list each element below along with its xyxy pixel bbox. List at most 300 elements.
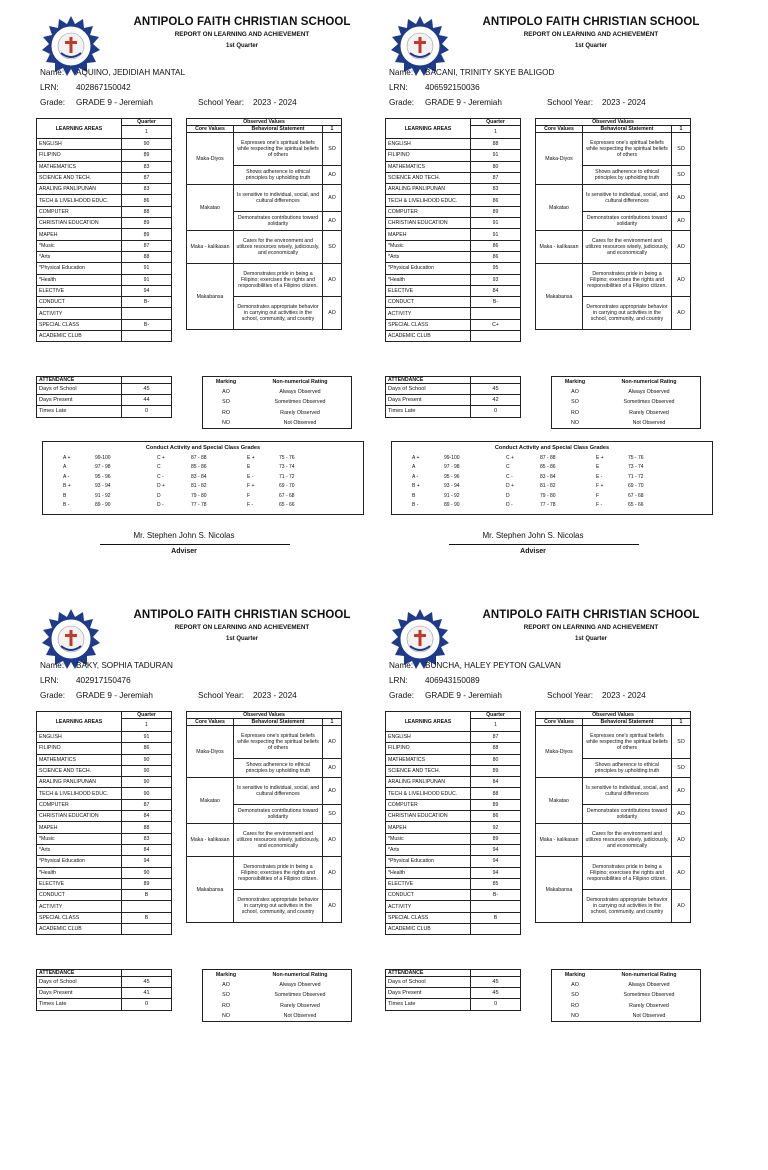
quarter-heading: Quarter: [122, 712, 172, 719]
subject-grade: 94: [122, 285, 172, 296]
learning-areas-table: [36, 711, 172, 935]
attendance-label: Times Late: [37, 406, 122, 417]
conduct-grade: F -: [247, 502, 254, 508]
marking-rating: Not Observed: [632, 1012, 666, 1019]
subject-grade: 84: [471, 285, 521, 296]
subject-name: SPECIAL CLASS: [386, 319, 471, 330]
conduct-range: 87 - 88: [540, 455, 556, 461]
conduct-range: 85 - 86: [540, 464, 556, 471]
observed-values-header: [536, 126, 691, 133]
marking-row: [203, 397, 352, 407]
subject-grade: 88: [122, 251, 172, 262]
subject-name: CONDUCT: [37, 297, 122, 308]
subject-grade: [122, 924, 172, 935]
observed-values-table: [535, 711, 691, 923]
subject-grade: B-: [471, 297, 521, 308]
subject-name: ACADEMIC CLUB: [37, 924, 122, 935]
marking-header: [552, 377, 701, 388]
subject-grade: 91: [471, 218, 521, 229]
subject-grade: [471, 331, 521, 342]
subject-name: ENGLISH: [37, 732, 122, 743]
table-row: [37, 811, 172, 822]
behavioral-statement-heading: Behavioral Statement: [234, 719, 323, 726]
subject-grade: 94: [471, 856, 521, 867]
table-row: [37, 924, 172, 935]
conduct-range: 91 - 92: [95, 492, 111, 499]
observed-value-row: [187, 778, 342, 805]
subject-grade: [122, 331, 172, 342]
conduct-grade: F +: [596, 483, 604, 490]
behavioral-statement: Cares for the environment and utilizes resources wisely, judiciously, and economically: [583, 824, 672, 857]
report-card: [383, 12, 723, 577]
learning-areas-table: [385, 118, 521, 342]
quarter-number: 1: [122, 719, 172, 732]
school-name: ANTIPOLO FAITH CHRISTIAN SCHOOL: [482, 16, 700, 28]
info-label-lrn: LRN:: [40, 676, 59, 685]
conduct-range: 73 - 74: [628, 464, 644, 471]
observed-rating: AO: [672, 805, 691, 824]
table-row: [386, 206, 521, 217]
subject-name: *Music: [386, 833, 471, 844]
subject-grade: 89: [122, 229, 172, 240]
subject-grade: 90: [122, 139, 172, 150]
table-row: [386, 172, 521, 183]
conduct-range: 75 - 76: [279, 455, 295, 461]
attendance-label: Days of School: [386, 384, 471, 395]
observed-value-row: [187, 264, 342, 297]
observed-rating: AO: [672, 824, 691, 857]
table-row: [386, 844, 521, 855]
marking-code: RO: [571, 1002, 579, 1009]
observed-values-table: [186, 118, 342, 330]
behavioral-statement: Is sensitive to individual, social, and cultural differences: [583, 185, 672, 212]
attendance-label: Times Late: [386, 406, 471, 417]
marking-code: SO: [222, 992, 230, 999]
subject-grade: 93: [471, 274, 521, 285]
conduct-grade: E -: [247, 473, 254, 480]
table-row: [37, 274, 172, 285]
student-grade: GRADE 9 - Jeremiah: [76, 98, 153, 107]
marking-row: [203, 980, 352, 990]
subject-grade: 91: [471, 150, 521, 161]
learning-areas-table: [36, 118, 172, 342]
conduct-range: 67 - 68: [279, 492, 295, 499]
subject-name: SPECIAL CLASS: [37, 912, 122, 923]
subject-name: *Health: [37, 867, 122, 878]
table-row: [386, 811, 521, 822]
subject-name: *Physical Education: [386, 263, 471, 274]
attendance-value: 0: [471, 406, 521, 417]
subject-name: ACTIVITY: [386, 901, 471, 912]
marking-row: [203, 418, 352, 429]
attendance-blank: [122, 377, 172, 384]
info-label-grade: Grade:: [389, 98, 415, 107]
subject-grade: 89: [471, 833, 521, 844]
table-row: [37, 765, 172, 776]
conduct-range: 81 - 82: [191, 483, 207, 490]
subject-grade: 89: [122, 150, 172, 161]
quarter-heading: Quarter: [122, 119, 172, 126]
attendance-value: 45: [471, 988, 521, 999]
attendance-table: [36, 376, 172, 418]
table-row: [37, 172, 172, 183]
report-title: REPORT ON LEARNING AND ACHIEVEMENT: [523, 624, 659, 631]
observed-rating: AO: [672, 778, 691, 805]
conduct-grade: F -: [596, 502, 603, 508]
subject-name: SCIENCE AND TECH.: [37, 765, 122, 776]
observed-value-row: [536, 231, 691, 264]
marking-code: AO: [571, 982, 579, 989]
table-row: [37, 912, 172, 923]
conduct-grade: A: [412, 464, 416, 471]
conduct-grade: C +: [157, 455, 165, 461]
subject-name: ENGLISH: [386, 139, 471, 150]
subject-name: CONDUCT: [37, 890, 122, 901]
attendance-label: Days of School: [37, 384, 122, 395]
student-name: BACANI, TRINITY SKYE BALIGOD: [425, 68, 555, 77]
subject-name: *Health: [37, 274, 122, 285]
conduct-range: 73 - 74: [279, 464, 295, 471]
behavioral-statement: Demonstrates pride in being a Filipino; exercises the rights and responsibilities of a Filipino citizen.: [583, 857, 672, 890]
subject-grade: 86: [122, 195, 172, 206]
table-row: [386, 788, 521, 799]
school-year-label: School Year:: [547, 98, 593, 107]
conduct-range: 83 - 84: [191, 473, 207, 480]
subject-name: COMPUTER: [386, 206, 471, 217]
marking-code: NO: [222, 419, 230, 426]
core-values-heading: Core Values: [536, 126, 583, 133]
observed-rating: AO: [323, 264, 342, 297]
marking-heading: Marking: [564, 972, 586, 979]
student-grade: GRADE 9 - Jeremiah: [425, 98, 502, 107]
observed-value-row: [187, 231, 342, 264]
observed-rating: AO: [323, 778, 342, 805]
student-lrn: 406592150036: [425, 83, 480, 92]
attendance-heading: ATTENDANCE: [386, 970, 471, 977]
subject-grade: 88: [471, 788, 521, 799]
attendance-header: [386, 970, 521, 977]
subject-grade: 94: [122, 856, 172, 867]
attendance-value: 41: [122, 988, 172, 999]
marking-code: AO: [222, 982, 230, 989]
behavioral-statement: Expresses one's spiritual beliefs while respecting the spiritual beliefs of others: [583, 133, 672, 166]
conduct-range: 65 - 66: [628, 502, 644, 508]
school-year-value: 2023 - 2024: [253, 691, 297, 700]
conduct-range: 97 - 98: [444, 464, 460, 471]
observed-values-title-row: [536, 712, 691, 719]
core-value-name: Maka-Diyos: [187, 726, 234, 778]
observed-rating: SO: [672, 166, 691, 185]
observed-values-header: [536, 719, 691, 726]
conduct-grade: A +: [63, 455, 71, 461]
adviser-name: Mr. Stephen John S. Nicolas: [482, 531, 584, 540]
subject-name: *Arts: [386, 844, 471, 855]
attendance-row: [37, 977, 172, 988]
subject-name: FILIPINO: [37, 150, 122, 161]
attendance-row: [37, 395, 172, 406]
attendance-heading: ATTENDANCE: [386, 377, 471, 384]
table-row: [37, 251, 172, 262]
table-row: [37, 285, 172, 296]
quarter-label: 1st Quarter: [574, 43, 607, 49]
non-numerical-heading: Non-numerical Rating: [621, 972, 677, 979]
observed-value-row: [536, 264, 691, 297]
attendance-value: 45: [122, 384, 172, 395]
info-label-name: Name:: [40, 68, 65, 77]
conduct-grade: D: [506, 492, 510, 499]
observed-rating: AO: [323, 166, 342, 185]
conduct-grade: F: [596, 492, 600, 499]
table-row: [386, 901, 521, 912]
marking-row: [552, 1011, 701, 1022]
conduct-grade: B: [412, 492, 416, 499]
marking-code: NO: [571, 419, 579, 426]
conduct-grade: A -: [63, 473, 70, 480]
core-value-name: Maka-Diyos: [536, 133, 583, 185]
attendance-label: Days of School: [386, 977, 471, 988]
core-value-name: Maka - kalikasan: [187, 824, 234, 857]
learning-areas-header: [386, 712, 521, 719]
marking-code: AO: [571, 389, 579, 396]
behavioral-statement: Cares for the environment and utilizes resources wisely, judiciously, and economically: [234, 231, 323, 264]
attendance-value: 45: [122, 977, 172, 988]
observed-values-heading: Observed Values: [187, 712, 342, 719]
table-row: [386, 331, 521, 342]
adviser-signature-line: [449, 544, 639, 545]
behavioral-statement: Expresses one's spiritual beliefs while respecting the spiritual beliefs of others: [583, 726, 672, 759]
subject-name: FILIPINO: [386, 743, 471, 754]
subject-grade: 95: [471, 263, 521, 274]
behavioral-statement-heading: Behavioral Statement: [234, 126, 323, 133]
subject-name: *Arts: [37, 251, 122, 262]
marking-heading: Marking: [564, 379, 586, 386]
subject-name: TECH & LIVELIHOOD EDUC.: [37, 195, 122, 206]
conduct-range: 87 - 88: [191, 455, 207, 461]
conduct-range: 99-100: [95, 455, 111, 461]
table-row: [386, 240, 521, 251]
observed-rating: AO: [323, 212, 342, 231]
marking-rating: Rarely Observed: [629, 409, 669, 416]
conduct-grade: A: [63, 464, 67, 471]
conduct-grade: A -: [412, 473, 419, 480]
observed-values-header: [187, 126, 342, 133]
subject-grade: 85: [471, 878, 521, 889]
conduct-range: 75 - 76: [628, 455, 644, 461]
table-row: [37, 754, 172, 765]
subject-grade: B: [471, 912, 521, 923]
table-row: [37, 732, 172, 743]
observed-value-row: [187, 726, 342, 759]
subject-name: ACTIVITY: [37, 308, 122, 319]
attendance-label: Times Late: [386, 999, 471, 1010]
subject-grade: 87: [122, 240, 172, 251]
non-numerical-heading: Non-numerical Rating: [272, 972, 328, 979]
marking-rating: Sometimes Observed: [623, 992, 675, 999]
subject-name: SPECIAL CLASS: [386, 912, 471, 923]
table-row: [37, 833, 172, 844]
subject-name: ELECTIVE: [37, 878, 122, 889]
adviser-signature-line: [100, 544, 290, 545]
observed-rating: SO: [672, 759, 691, 778]
observed-rating: SO: [323, 133, 342, 166]
table-row: [386, 765, 521, 776]
attendance-row: [37, 384, 172, 395]
observed-values-table: [186, 711, 342, 923]
learning-areas-heading: LEARNING AREAS: [37, 712, 122, 732]
report-card: [34, 605, 374, 1170]
attendance-header: [37, 970, 172, 977]
marking-code: AO: [222, 389, 230, 396]
subject-grade: 86: [471, 240, 521, 251]
marking-code: RO: [571, 409, 579, 416]
attendance-value: 0: [122, 406, 172, 417]
subject-grade: 90: [122, 754, 172, 765]
subject-name: CHRISTIAN EDUCATION: [386, 218, 471, 229]
marking-legend: [551, 969, 701, 1022]
learning-areas-heading: LEARNING AREAS: [37, 119, 122, 139]
attendance-table: [385, 376, 521, 418]
table-row: [386, 890, 521, 901]
observed-rating: AO: [323, 857, 342, 890]
marking-code: NO: [571, 1012, 579, 1019]
observed-value-row: [536, 778, 691, 805]
subject-grade: 88: [471, 743, 521, 754]
behavioral-statement: Demonstrates pride in being a Filipino; exercises the rights and responsibilities of a Filipino citizen.: [234, 264, 323, 297]
conduct-scale-title: Conduct Activity and Special Class Grades: [494, 445, 610, 451]
conduct-range: 89 - 90: [444, 502, 460, 508]
subject-name: ARALING PANLIPUNAN: [37, 184, 122, 195]
subject-name: ELECTIVE: [386, 878, 471, 889]
table-row: [37, 184, 172, 195]
behavioral-statement: Expresses one's spiritual beliefs while respecting the spiritual beliefs of others: [234, 726, 323, 759]
conduct-range: 67 - 68: [628, 492, 644, 499]
subject-name: ARALING PANLIPUNAN: [37, 777, 122, 788]
attendance-row: [386, 395, 521, 406]
subject-name: TECH & LIVELIHOOD EDUC.: [37, 788, 122, 799]
conduct-range: 95 - 96: [95, 473, 111, 480]
table-row: [386, 777, 521, 788]
subject-grade: 91: [122, 263, 172, 274]
school-year-label: School Year:: [547, 691, 593, 700]
core-value-name: Maka - kalikasan: [536, 824, 583, 857]
marking-row: [552, 387, 701, 397]
school-name: ANTIPOLO FAITH CHRISTIAN SCHOOL: [482, 609, 700, 621]
attendance-label: Days Present: [37, 395, 122, 406]
conduct-grade: C +: [506, 455, 514, 461]
school-name: ANTIPOLO FAITH CHRISTIAN SCHOOL: [133, 16, 351, 28]
info-label-lrn: LRN:: [389, 83, 408, 92]
observed-values-title-row: [187, 712, 342, 719]
behavioral-statement: Demonstrates appropriate behavior in carrying out activities in the school, community, and country: [583, 297, 672, 330]
attendance-label: Days of School: [37, 977, 122, 988]
observed-rating: AO: [323, 759, 342, 778]
conduct-scale-box: [391, 441, 713, 515]
subject-name: ARALING PANLIPUNAN: [386, 777, 471, 788]
marking-code: RO: [222, 409, 230, 416]
observed-rating: SO: [323, 805, 342, 824]
student-lrn: 406943150089: [425, 676, 480, 685]
attendance-value: 44: [122, 395, 172, 406]
subject-grade: 88: [471, 139, 521, 150]
behavioral-statement: Demonstrates contributions toward solidarity: [583, 805, 672, 824]
marking-row: [203, 990, 352, 1000]
behavioral-statement: Cares for the environment and utilizes resources wisely, judiciously, and economically: [234, 824, 323, 857]
conduct-range: 89 - 90: [95, 502, 111, 508]
table-row: [386, 184, 521, 195]
marking-row: [552, 1001, 701, 1011]
conduct-grade: D -: [506, 502, 513, 508]
learning-areas-header: [37, 119, 172, 126]
conduct-range: 99-100: [444, 455, 460, 461]
subject-grade: 87: [471, 732, 521, 743]
subject-grade: 89: [471, 206, 521, 217]
table-row: [37, 218, 172, 229]
conduct-grade: D: [157, 492, 161, 499]
subject-grade: 80: [471, 161, 521, 172]
conduct-range: 71 - 72: [279, 473, 295, 480]
attendance-heading: ATTENDANCE: [37, 377, 122, 384]
subject-name: *Physical Education: [386, 856, 471, 867]
subject-name: SCIENCE AND TECH.: [386, 172, 471, 183]
table-row: [386, 229, 521, 240]
learning-areas-header: [386, 119, 521, 126]
marking-heading: Marking: [215, 379, 237, 386]
report-title: REPORT ON LEARNING AND ACHIEVEMENT: [174, 624, 310, 631]
table-row: [386, 297, 521, 308]
attendance-row: [386, 406, 521, 417]
observed-rating: AO: [323, 185, 342, 212]
marking-legend: [202, 376, 352, 429]
table-row: [386, 743, 521, 754]
behavioral-statement: Demonstrates pride in being a Filipino; exercises the rights and responsibilities of a Filipino citizen.: [234, 857, 323, 890]
info-label-name: Name:: [40, 661, 65, 670]
student-grade: GRADE 9 - Jeremiah: [425, 691, 502, 700]
subject-grade: B-: [471, 890, 521, 901]
table-row: [37, 822, 172, 833]
conduct-grade: F +: [247, 483, 255, 490]
attendance-table: [36, 969, 172, 1011]
non-numerical-heading: Non-numerical Rating: [621, 379, 677, 386]
observed-rating: AO: [672, 297, 691, 330]
table-row: [386, 218, 521, 229]
table-row: [386, 263, 521, 274]
subject-name: TECH & LIVELIHOOD EDUC.: [386, 195, 471, 206]
conduct-range: 77 - 78: [191, 502, 207, 508]
learning-areas-heading: LEARNING AREAS: [386, 712, 471, 732]
conduct-range: 95 - 96: [444, 473, 460, 480]
observed-rating: AO: [672, 231, 691, 264]
table-row: [386, 799, 521, 810]
subject-grade: 91: [471, 229, 521, 240]
observed-values-header: [187, 719, 342, 726]
attendance-row: [386, 977, 521, 988]
conduct-grade: F: [247, 492, 251, 499]
table-row: [386, 161, 521, 172]
subject-grade: 90: [122, 867, 172, 878]
table-row: [37, 240, 172, 251]
marking-rating: Always Observed: [628, 389, 670, 396]
marking-row: [552, 418, 701, 429]
table-row: [37, 195, 172, 206]
core-value-name: Makatao: [187, 778, 234, 824]
table-row: [386, 274, 521, 285]
report-title: REPORT ON LEARNING AND ACHIEVEMENT: [174, 31, 310, 38]
marking-rating: Not Observed: [283, 419, 317, 426]
attendance-blank: [122, 970, 172, 977]
attendance-value: 45: [471, 977, 521, 988]
conduct-grade: E: [596, 464, 600, 471]
subject-grade: 84: [122, 811, 172, 822]
